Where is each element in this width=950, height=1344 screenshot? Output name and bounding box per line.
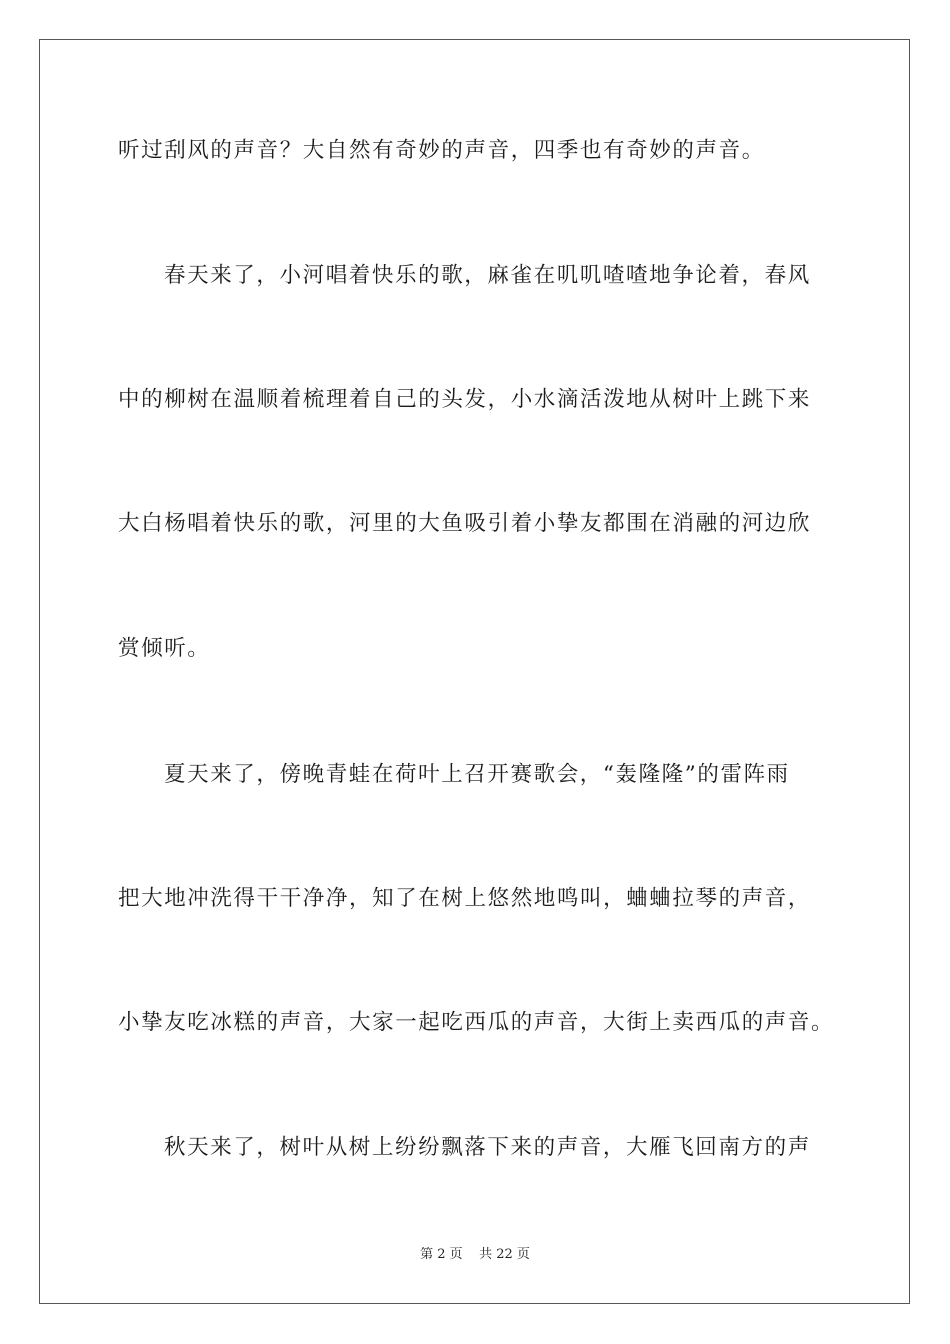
paragraph-line: 听过刮风的声音？大自然有奇妙的声音，四季也有奇妙的声音。: [118, 138, 765, 163]
paragraph-line: 赏倾听。: [118, 636, 211, 661]
paragraph-line: 把大地冲洗得干干净净，知了在树上悠然地鸣叫，蛐蛐拉琴的声音，: [118, 886, 812, 911]
page-footer: 第 2 页 共 22 页: [420, 1247, 530, 1262]
paragraph-line: 大白杨唱着快乐的歌，河里的大鱼吸引着小挚友都围在消融的河边欣: [118, 511, 812, 536]
paragraph-line: 夏天来了，傍晚青蛙在荷叶上召开赛歌会，“轰隆隆”的雷阵雨: [164, 762, 790, 787]
paragraph-line: 秋天来了，树叶从树上纷纷飘落下来的声音，大雁飞回南方的声: [164, 1135, 811, 1160]
paragraph-line: 小挚友吃冰糕的声音，大家一起吃西瓜的声音，大街上卖西瓜的声音。: [118, 1010, 835, 1035]
paragraph-line: 中的柳树在温顺着梳理着自己的头发，小水滴活泼地从树叶上跳下来: [118, 387, 812, 412]
paragraph-line: 春天来了，小河唱着快乐的歌，麻雀在叽叽喳喳地争论着，春风: [164, 263, 811, 288]
page-border: [39, 39, 910, 1304]
